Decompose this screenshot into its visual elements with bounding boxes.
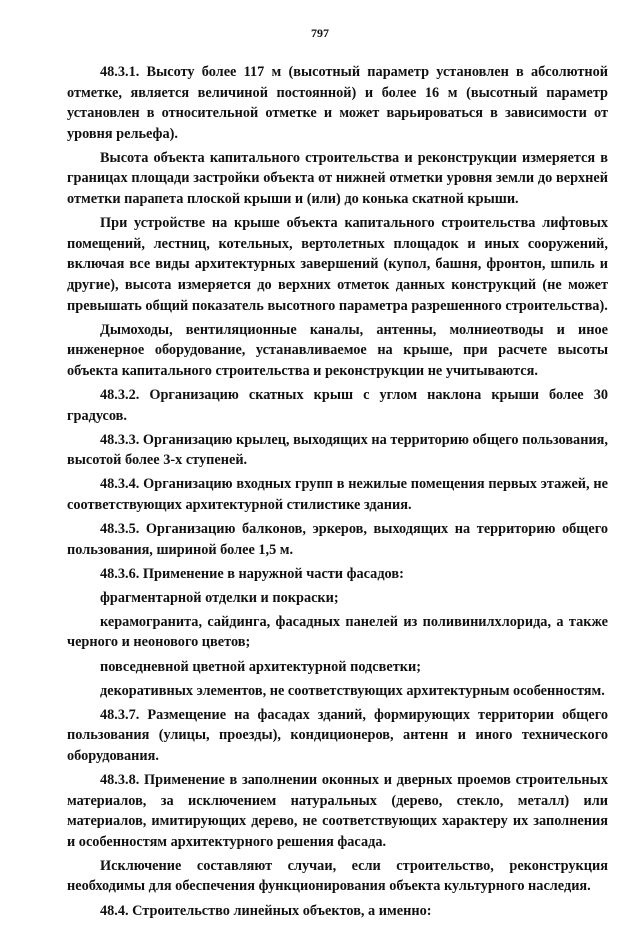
page-number: 797 bbox=[311, 26, 329, 40]
list-item-color-lighting: повседневной цветной архитектурной подсветки; bbox=[100, 658, 421, 675]
list-item-decorative-elements: декоративных элементов, не соответствующих архитектурным особенностям. bbox=[100, 682, 605, 699]
document-body bbox=[67, 62, 608, 925]
paragraph-48-3-1: 48.3.1. Высоту более 117 м (высотный параметр установлен в абсолютной отметке, является величиной постоянной) и более 16 м (высотный параметр установлен в относительной отметке и может варьироваться в зависимости от уровня рельефа). bbox=[67, 64, 608, 142]
list-item-fragmentary-finish: фрагментарной отделки и покраски; bbox=[100, 589, 339, 606]
paragraph-48-3-6: 48.3.6. Применение в наружной части фасадов: bbox=[100, 565, 404, 582]
list-item-porcelain-siding: керамогранита, сайдинга, фасадных панелей из поливинилхлорида, а также черного и неонового цветов; bbox=[67, 613, 608, 651]
paragraph-48-4: 48.4. Строительство линейных объектов, а именно: bbox=[100, 902, 432, 919]
paragraph-48-3-4: 48.3.4. Организацию входных групп в нежилые помещения первых этажей, не соответствующих архитектурной стилистике здания. bbox=[67, 476, 608, 513]
paragraph-48-3-8: 48.3.8. Применение в заполнении оконных и дверных проемов строительных материалов, за исключением натуральных (дерево, стекло, металл) или материалов, имитирующих дерево, не соответствующих характеру их заполнения и особенностям архитектурного решения фасада. bbox=[67, 772, 608, 850]
paragraph-chimneys: Дымоходы, вентиляционные каналы, антенны, молниеотводы и иное инженерное оборудование, устанавливаемое на крыше, при расчете высоты объекта капитального строительства и реконструкции не учитываются. bbox=[67, 321, 608, 379]
paragraph-48-3-3: 48.3.3. Организацию крылец, выходящих на территорию общего пользования, высотой более 3-х ступеней. bbox=[67, 431, 608, 469]
paragraph-48-3-5: 48.3.5. Организацию балконов, эркеров, выходящих на территорию общего пользования, шириной более 1,5 м. bbox=[67, 520, 608, 558]
paragraph-48-3-7: 48.3.7. Размещение на фасадах зданий, формирующих территории общего пользования (улицы, проезды), кондиционеров, антенн и иного технического оборудования. bbox=[67, 706, 608, 764]
paragraph-48-3-2: 48.3.2. Организацию скатных крыш с углом наклона крыши более 30 градусов. bbox=[67, 386, 608, 424]
paragraph-height-measurement: Высота объекта капитального строительства и реконструкции измеряется в границах площади застройки объекта от нижней отметки уровня земли до верхней отметки парапета плоской крыши и (или) до конька скатной крыши. bbox=[67, 149, 608, 208]
paragraph-roof-structures: При устройстве на крыше объекта капитального строительства лифтовых помещений, лестниц, котельных, вертолетных площадок и иных сооружений, включая все виды архитектурных завершений (купол, башня, фронтон, шпиль и другие), высота измеряется до верхних отметок данных конструкций (не может превышать общий показатель высотного параметра разрешенного строительства). bbox=[67, 215, 608, 314]
paragraph-exception: Исключение составляют случаи, если строительство, реконструкция необходимы для обеспечения функционирования объекта культурного наследия. bbox=[67, 857, 608, 895]
